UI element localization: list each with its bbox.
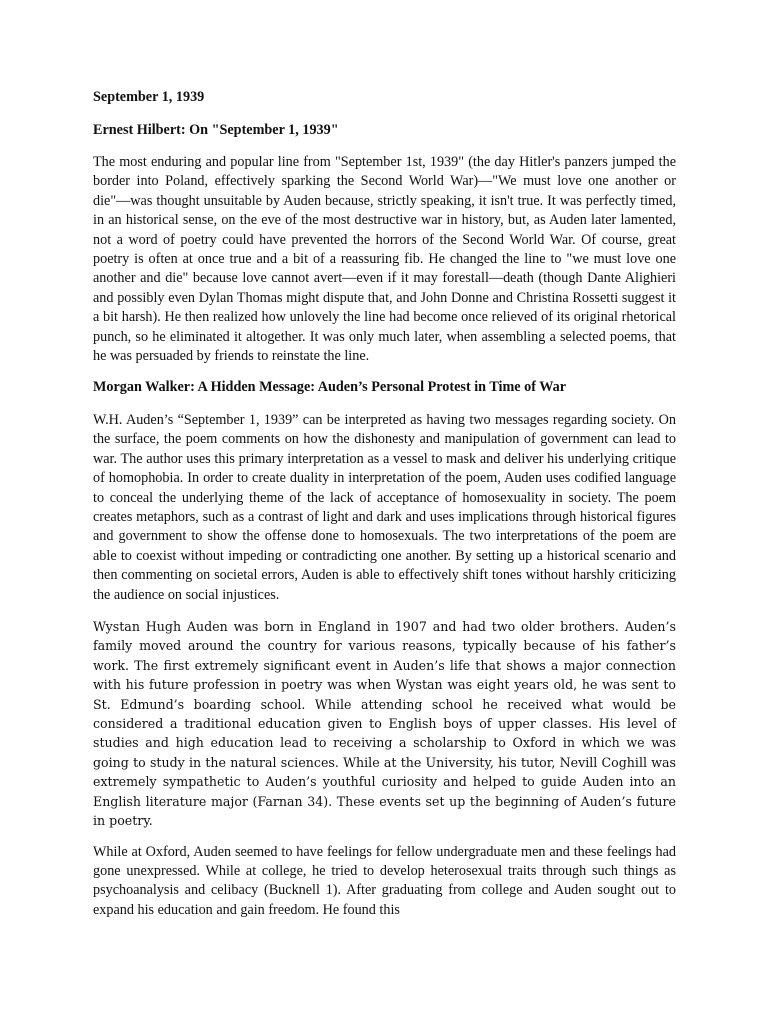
paragraph-hilbert: The most enduring and popular line from "September 1st, 1939" (the day Hitler's panzers jumped the border into Poland, effectively sparking the Second World War)—"We must love one another or die"—was thought unsuitable by Auden because, strictly speaking, it isn't true. It was perfectly timed, in an historical sense, on the eve of the most destructive war in history, but, as Auden later lamented, not a word of poetry could have prevented the horrors of the Second World War. Of course, great poetry is often at once true and a bit of a reassuring fib. He changed the line to "we must love one another and die" because love cannot avert—even if it may forestall—death (though Dante Alighieri and possibly even Dylan Thomas might dispute that, and John Donne and Christina Rossetti suggest it a bit harsh). He then realized how unlovely the line had become once relieved of its original rhetorical punch, so he eliminated it altogether. It was only much later, when assembling a selected poems, that he was persuaded by friends to reinstate the line. — [93, 154, 676, 365]
paragraph-walker-oxford: While at Oxford, Auden seemed to have feelings for fellow undergraduate men and these feelings had gone unexpressed. While at college, he tried to develop heterosexual traits through such things as psychoanalysis and celibacy (Bucknell 1). After graduating from college and Auden sought out to expand his education and gain freedom. He found this — [93, 843, 676, 918]
paragraph-walker-biography: Wystan Hugh Auden was born in England in 1907 and had two older brothers. Auden’s family moved around the country for various reasons, typically because of his father’s work. The first extremely significant event in Auden’s life that shows a major connection with his future profession in poetry was when Wystan was eight years old, he was sent to St. Edmund’s boarding school. While attending school he received what would be considered a traditional education given to English boys of upper classes. His level of studies and high education lead to receiving a scholarship to Oxford in which we was going to study in the natural sciences. While at the University, his tutor, Nevill Coghill was extremely sympathetic to Auden’s youthful curiosity and helped to guide Auden into an English literature major (Farnan 34). These events set up the beginning of Auden’s future in poetry. — [93, 619, 676, 829]
section-heading-hilbert: Ernest Hilbert: On "September 1, 1939" — [93, 121, 339, 138]
section-heading-walker: Morgan Walker: A Hidden Message: Auden’s Personal Protest in Time of War — [93, 379, 567, 396]
document-title: September 1, 1939 — [93, 89, 205, 105]
paragraph-walker-intro: W.H. Auden’s “September 1, 1939” can be interpreted as having two messages regarding society. On the surface, the poem comments on how the dishonesty and manipulation of government can lead to war. The author uses this primary interpretation as a vessel to mask and deliver his underlying critique of homophobia. In order to create duality in interpretation of the poem, Auden uses codified language to conceal the underlying theme of the lack of acceptance of homosexuality in society. The poem creates metaphors, such as a contrast of light and dark and uses implications through historical figures and government to show the offense done to homosexuals. The two interpretations of the poem are able to coexist without impeding or contradicting one another. By setting up a historical scenario and then commenting on societal errors, Auden is able to effectively shift tones without harshly criticizing the audience on social injustices. — [93, 411, 676, 603]
